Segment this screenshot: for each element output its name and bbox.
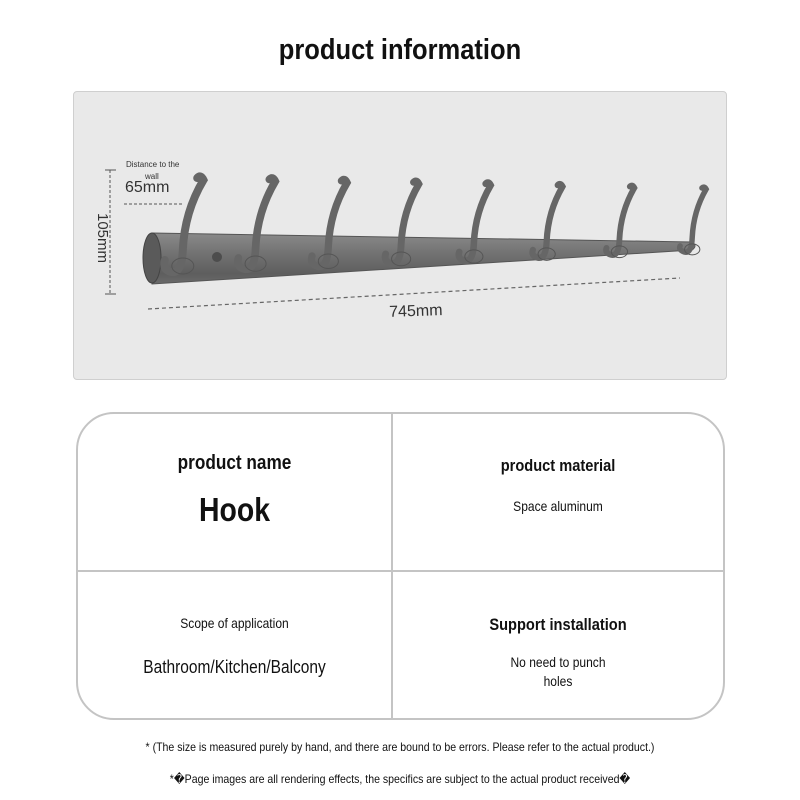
size-disclaimer: * (The size is measured purely by hand, and there are bound to be errors. Please refer to the actual product.) — [145, 740, 655, 754]
product-image-panel — [73, 91, 727, 380]
scope-label: Scope of application — [180, 615, 289, 631]
product-name-label: product name — [177, 452, 292, 474]
installation-cell — [393, 615, 723, 691]
hook-rack-illustration — [74, 92, 728, 381]
scope-value: Bathroom/Kitchen/Balcony — [143, 657, 326, 677]
page-title: product information — [278, 34, 522, 66]
product-material-value: Space aluminum — [513, 498, 603, 514]
product-info-table — [76, 412, 725, 720]
length-label: 745mm — [388, 302, 443, 321]
product-material-label: product material — [500, 456, 616, 475]
product-name-cell — [78, 452, 391, 529]
wall-distance-caption-2: wall — [145, 172, 159, 181]
wall-distance-dimension — [124, 160, 184, 204]
height-dimension — [94, 170, 116, 294]
wall-distance-label: 65mm — [125, 179, 170, 196]
installation-value: No need to punch — [510, 654, 606, 670]
product-material-cell — [393, 456, 723, 514]
installation-value-2: holes — [543, 673, 573, 689]
table-divider-horizontal — [78, 570, 723, 572]
scope-cell — [78, 615, 391, 678]
installation-label: Support installation — [489, 615, 627, 634]
height-label: 105mm — [94, 212, 111, 264]
product-name-value: Hook — [199, 491, 270, 528]
length-dimension — [148, 278, 680, 321]
rail — [143, 233, 695, 284]
wall-distance-caption: Distance to the — [126, 160, 180, 169]
rendering-disclaimer: *�Page images are all rendering effects, the specifics are subject to the actual product received� — [169, 772, 631, 786]
